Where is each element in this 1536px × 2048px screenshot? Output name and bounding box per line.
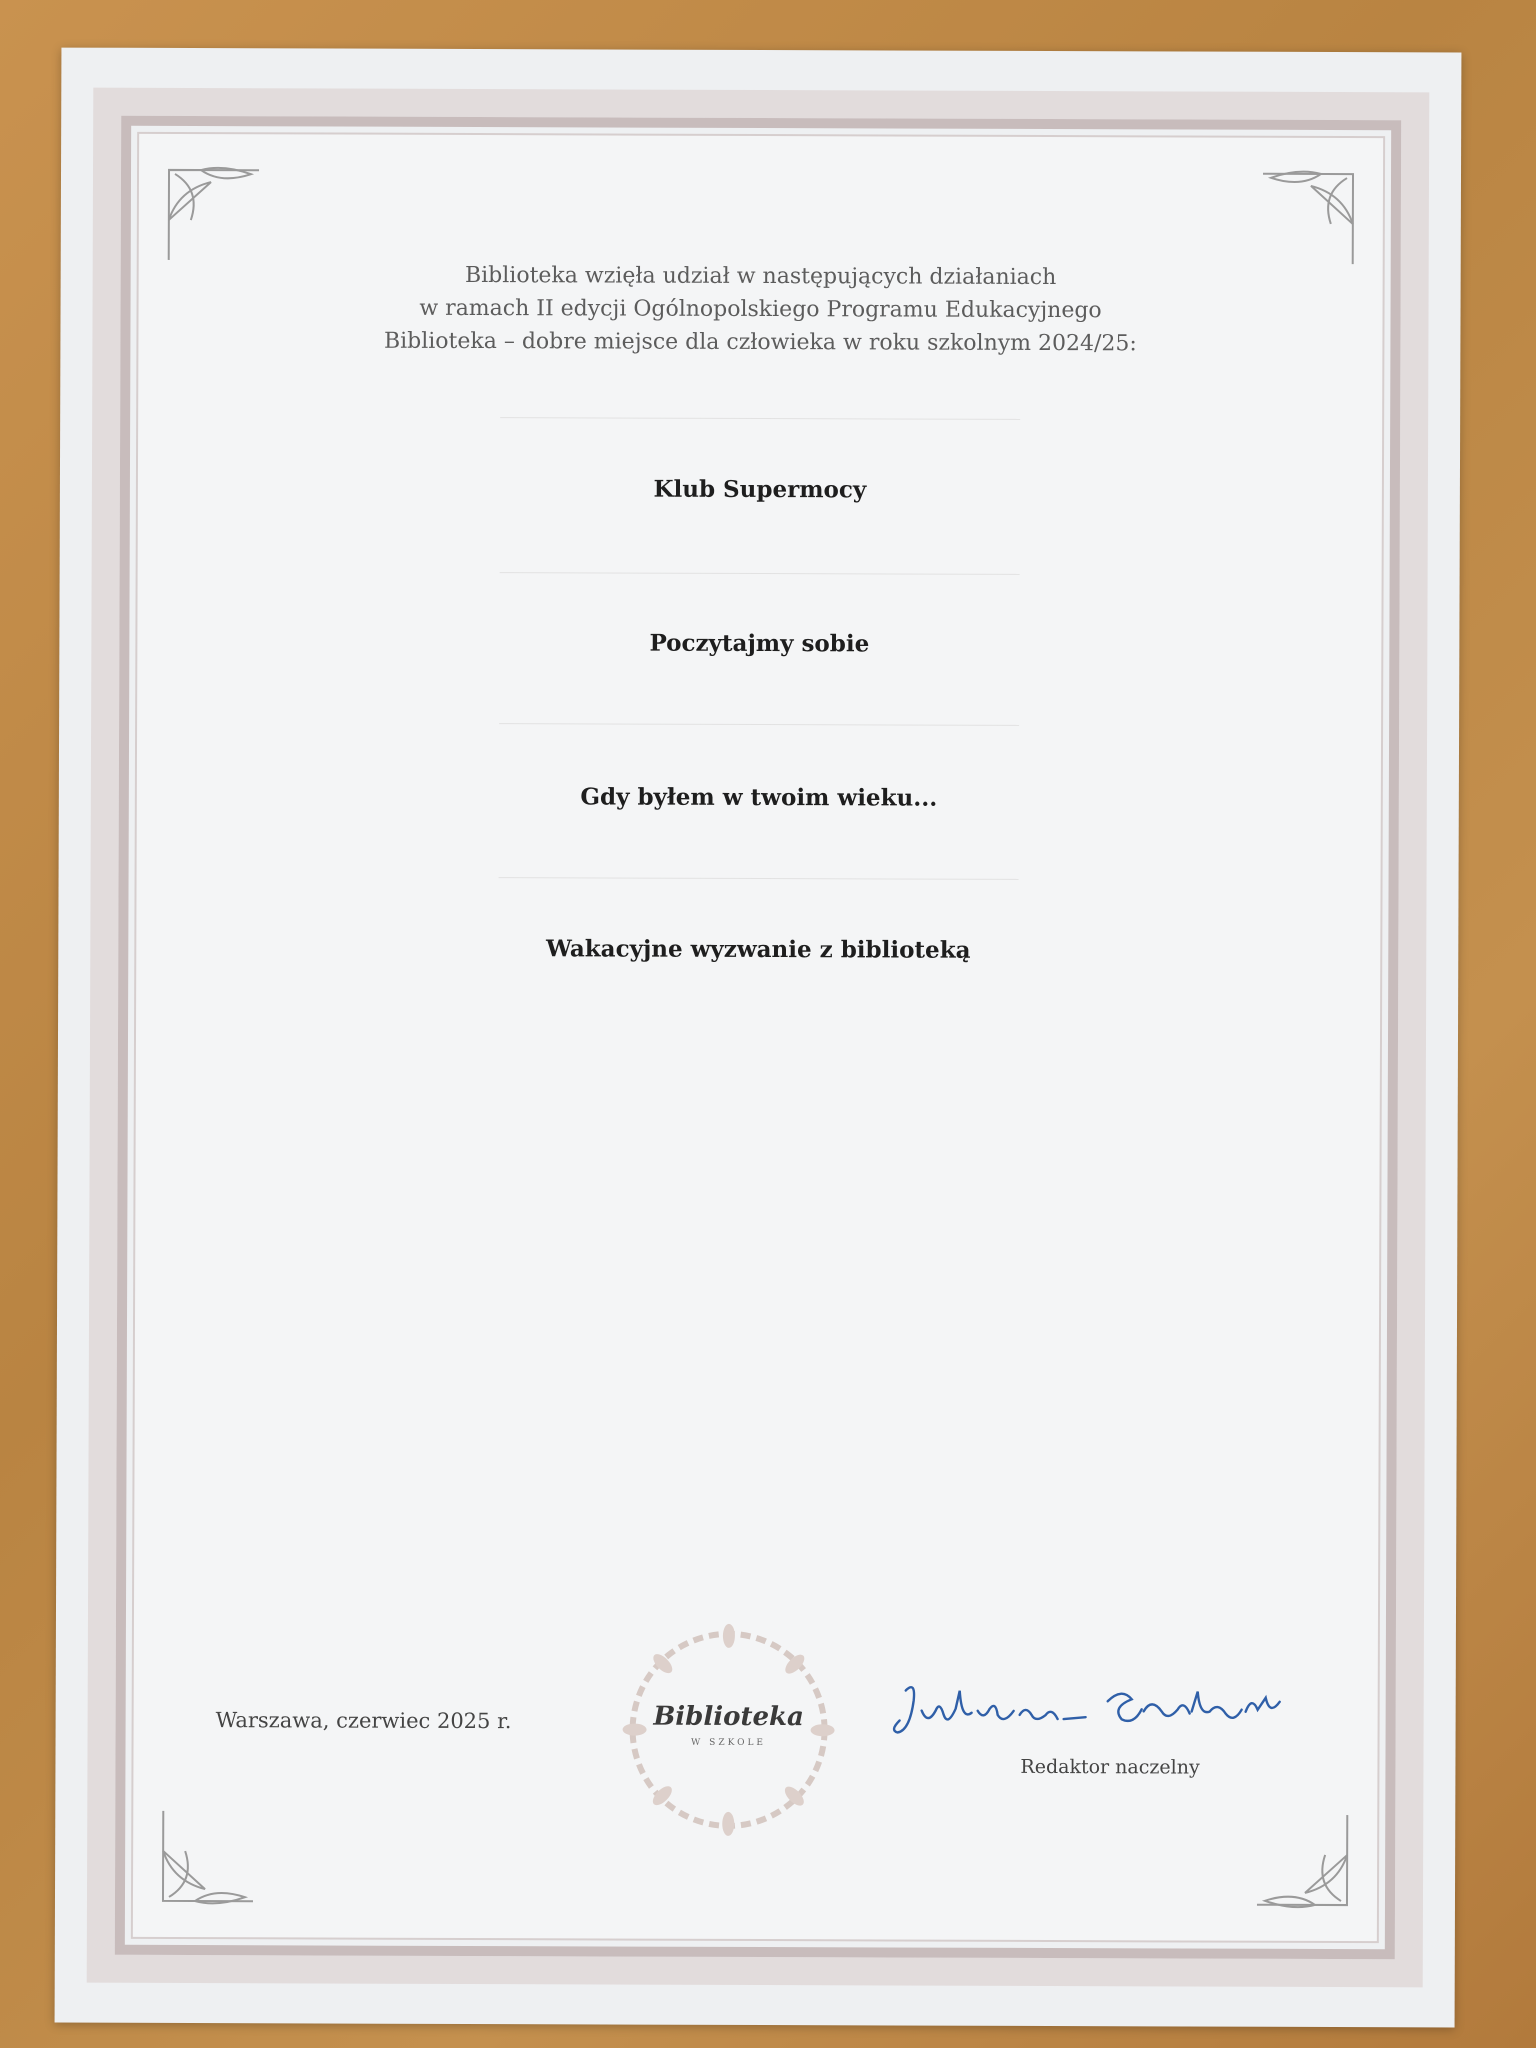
- intro-line: Biblioteka – dobre miejsce dla człowieka w roku szkolnym 2024/25:: [383, 328, 1137, 357]
- certificate-sheet: [55, 48, 1462, 2028]
- intro-text: [260, 258, 1260, 360]
- activity-item: Klub Supermocy: [653, 475, 867, 504]
- activity-item: Wakacyjne wyzwanie z biblioteką: [545, 935, 971, 964]
- seal-subtitle: W SZKOLE: [691, 1737, 767, 1749]
- activity-item: Gdy byłem w twoim wieku...: [580, 783, 938, 812]
- corner-ornament-icon: [161, 160, 271, 270]
- corner-ornament-icon: [155, 1801, 265, 1911]
- place-date: Warszawa, czerwiec 2025 r.: [215, 1708, 512, 1734]
- intro-line: w ramach II edycji Ogólnopolskiego Programu Edukacyjnego: [419, 295, 1102, 324]
- intro-line: Biblioteka wzięła udział w następujących działaniach: [464, 262, 1057, 291]
- corner-ornament-icon: [1245, 1805, 1355, 1915]
- signature-role: Redaktor naczelny: [1020, 1755, 1200, 1779]
- activity-item: Poczytajmy sobie: [649, 629, 870, 658]
- library-seal-icon: [618, 1620, 839, 1841]
- signature-icon: [886, 1670, 1306, 1751]
- seal-title: Biblioteka: [653, 1701, 804, 1733]
- corner-ornament-icon: [1251, 164, 1361, 274]
